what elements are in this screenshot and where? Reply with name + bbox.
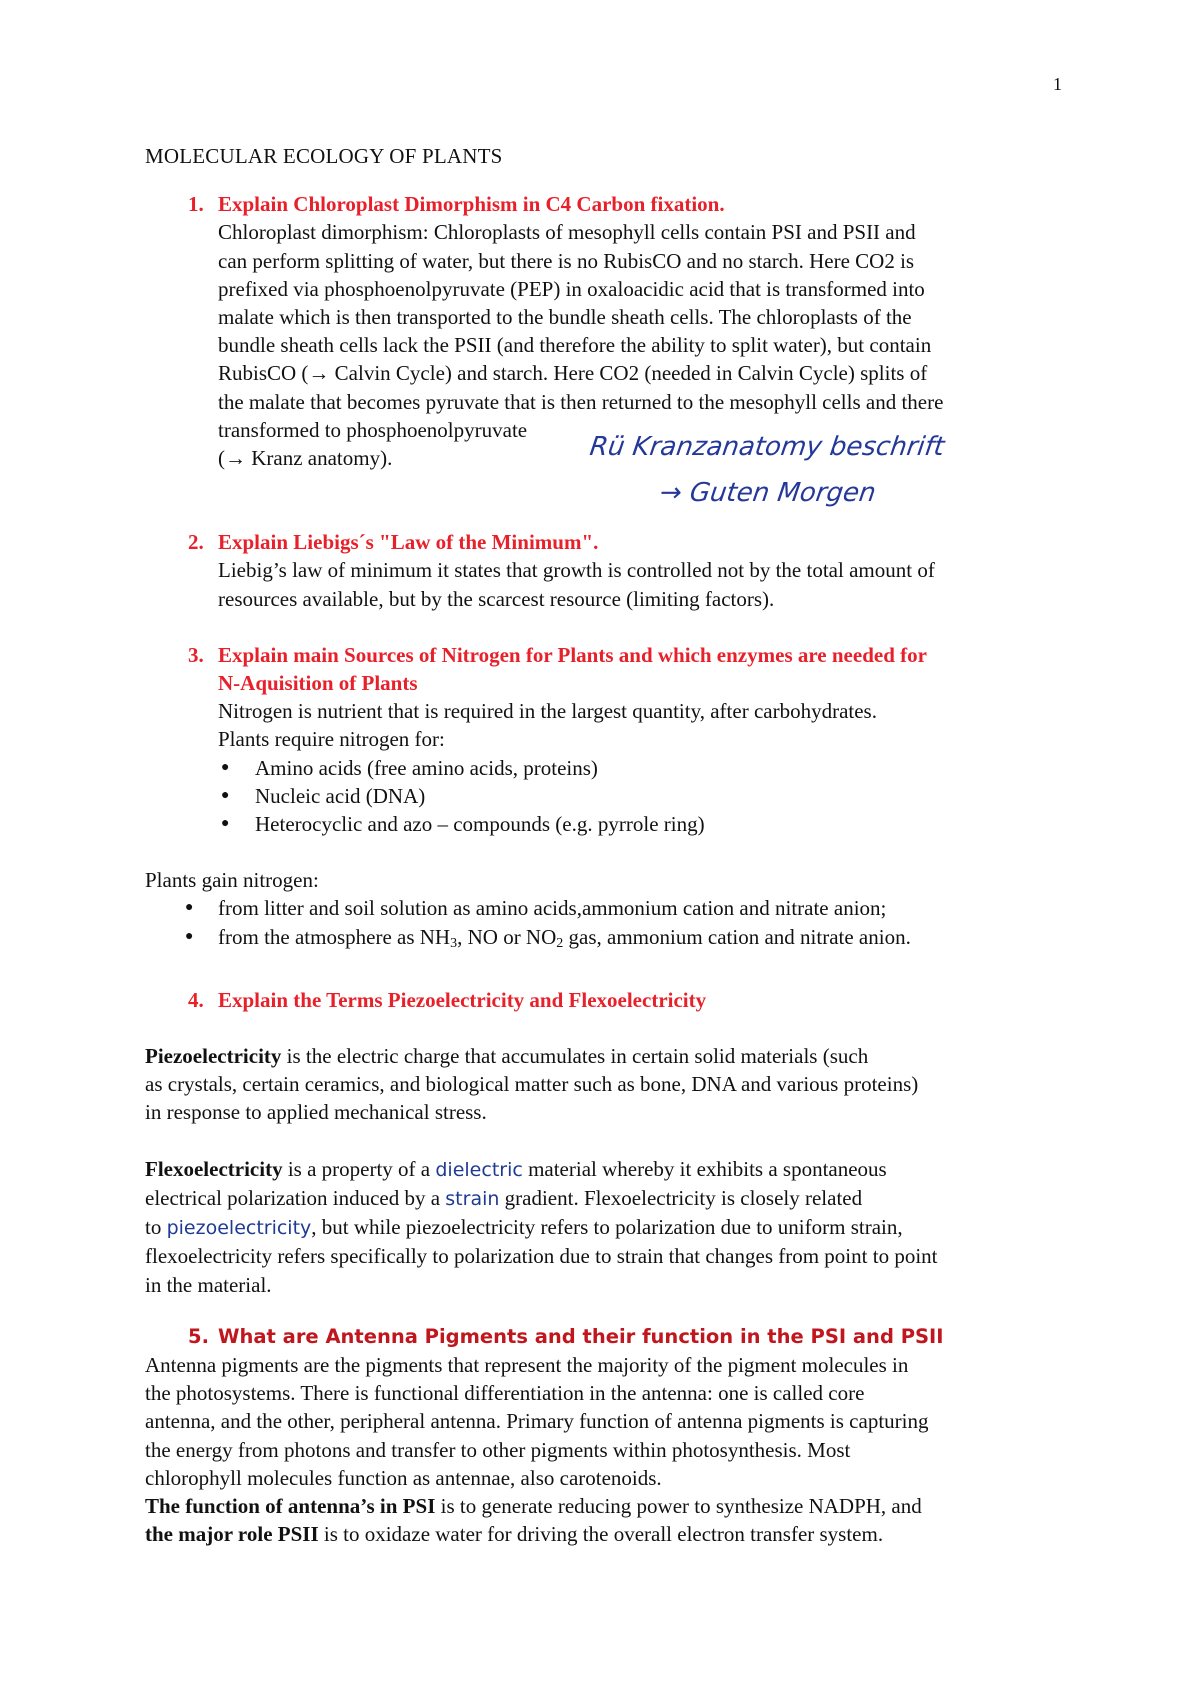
question-title: Explain main Sources of Nitrogen for Plants and which enzymes are needed for [218,642,927,667]
question-5 [145,1323,1065,1549]
gain-intro: Plants gain nitrogen: [145,868,319,893]
answer-line: the energy from photons and transfer to other pigments within photosynthesis. Most [145,1437,851,1462]
handwritten-note-1: Rü Kranzanatomy beschrift [587,432,947,462]
piezoelectricity-link[interactable]: piezoelectricity [166,1217,312,1240]
answer-line: antenna, and the other, peripheral antenna. Primary function of antenna pigments is capturing [145,1409,929,1434]
question-3 [145,641,1065,958]
answer-line: bundle sheath cells lack the PSII (and therefore the ability to split water), but contain [218,333,932,358]
handwritten-note-2: → Guten Morgen [657,478,878,508]
question-2 [145,528,1065,613]
question-4-heading [145,986,1065,1014]
answer-line: to piezoelectricity, but while piezoelectricity refers to polarization due to uniform strain, [145,1215,903,1240]
list-item: ● from litter and soil solution as amino acids,ammonium cation and nitrate anion; [185,894,1065,922]
question-4 [145,986,1065,1299]
list-item: ● from the atmosphere as $NH_3$, NO or $NO_2$ gas, ammonium cation and nitrate anion. [185,923,1065,958]
question-number: 5. [188,1324,209,1348]
answer-line: Chloroplast dimorphism: Chloroplasts of mesophyll cells contain PSI and PSII and [218,220,916,245]
psii-function: the major role PSII is to oxidaze water for driving the overall electron transfer system. [145,1522,884,1547]
question-title-cont: N-Aquisition of Plants [218,671,418,696]
piezo-paragraph: Piezoelectricity is the electric charge that accumulates in certain solid materials (such [145,1044,869,1069]
psi-function: The function of antenna’s in PSI is to generate reducing power to synthesize NADPH, and [145,1493,922,1518]
question-1-heading [145,190,1065,218]
page-number: 1 [1053,74,1062,94]
document-body [145,142,1065,1548]
flexo-paragraph: Flexoelectricity is a property of a dielectric material whereby it exhibits a spontaneous [145,1156,887,1181]
question-number: 4. [188,987,204,1012]
answer-line: (→ Kranz anatomy). [218,446,393,471]
answer-line: the photosystems. There is functional differentiation in the antenna: one is called core [145,1381,865,1406]
answer-line: Nitrogen is nutrient that is required in the largest quantity, after carbohydrates. [218,699,877,724]
answer-line: as crystals, certain ceramics, and biological matter such as bone, DNA and various proteins) [145,1072,919,1097]
question-title: Explain the Terms Piezoelectricity and Flexoelectricity [218,987,707,1012]
question-title: Explain Chloroplast Dimorphism in C4 Carbon fixation. [218,192,725,217]
flexo-term: Flexoelectricity [145,1156,283,1181]
question-2-heading [145,528,1065,556]
piezo-term: Piezoelectricity [145,1044,282,1069]
answer-line: chlorophyll molecules function as antennae, also carotenoids. [145,1465,662,1490]
answer-line: malate which is then transported to the bundle sheath cells. The chloroplasts of the [218,305,912,330]
question-title: Explain Liebigs´s "Law of the Minimum". [218,530,599,555]
question-number: 2. [188,530,204,555]
question-3-answer [145,697,1065,753]
answer-line: the malate that becomes pyruvate that is then returned to the mesophyll cells and there [218,389,944,414]
answer-line: Antenna pigments are the pigments that represent the majority of the pigment molecules in [145,1352,909,1377]
question-1 [145,190,1065,472]
question-number: 3. [188,642,204,667]
strain-link[interactable]: strain [445,1187,500,1210]
answer-line: electrical polarization induced by a strain gradient. Flexoelectricity is closely related [145,1185,863,1210]
answer-line: flexoelectricity refers specifically to polarization due to strain that changes from point to point [145,1244,938,1269]
question-5-heading [145,1323,1065,1351]
document-title: MOLECULAR ECOLOGY OF PLANTS [145,144,503,168]
answer-line: transformed to phosphoenolpyruvate [218,417,528,442]
question-number: 1. [188,192,204,217]
answer-line: in the material. [145,1272,272,1297]
question-title: What are Antenna Pigments and their function in the PSI and PSII [218,1324,944,1348]
nitrogen-sources-list [145,894,1065,957]
answer-line: Liebig’s law of minimum it states that growth is controlled not by the total amount of [218,558,935,583]
list-item: ● Heterocyclic and azo – compounds (e.g. pyrrole ring) [218,810,1065,838]
answer-line: Plants require nitrogen for: [218,727,445,752]
question-2-answer [145,556,1065,612]
answer-line: in response to applied mechanical stress. [145,1100,487,1125]
dielectric-link[interactable]: dielectric [435,1158,523,1181]
answer-line: RubisCO (→ Calvin Cycle) and starch. Here CO2 (needed in Calvin Cycle) splits of [218,361,928,386]
list-item: ● Amino acids (free amino acids, proteins) [218,754,1065,782]
list-item: ● Nucleic acid (DNA) [218,782,1065,810]
answer-line: can perform splitting of water, but there is no RubisCO and no starch. Here CO2 is [218,248,915,273]
answer-line: resources available, but by the scarcest resource (limiting factors). [218,586,775,611]
nitrogen-uses-list [145,754,1065,839]
answer-line: prefixed via phosphoenolpyruvate (PEP) in oxaloacidic acid that is transformed into [218,276,925,301]
question-3-heading [145,641,1065,697]
